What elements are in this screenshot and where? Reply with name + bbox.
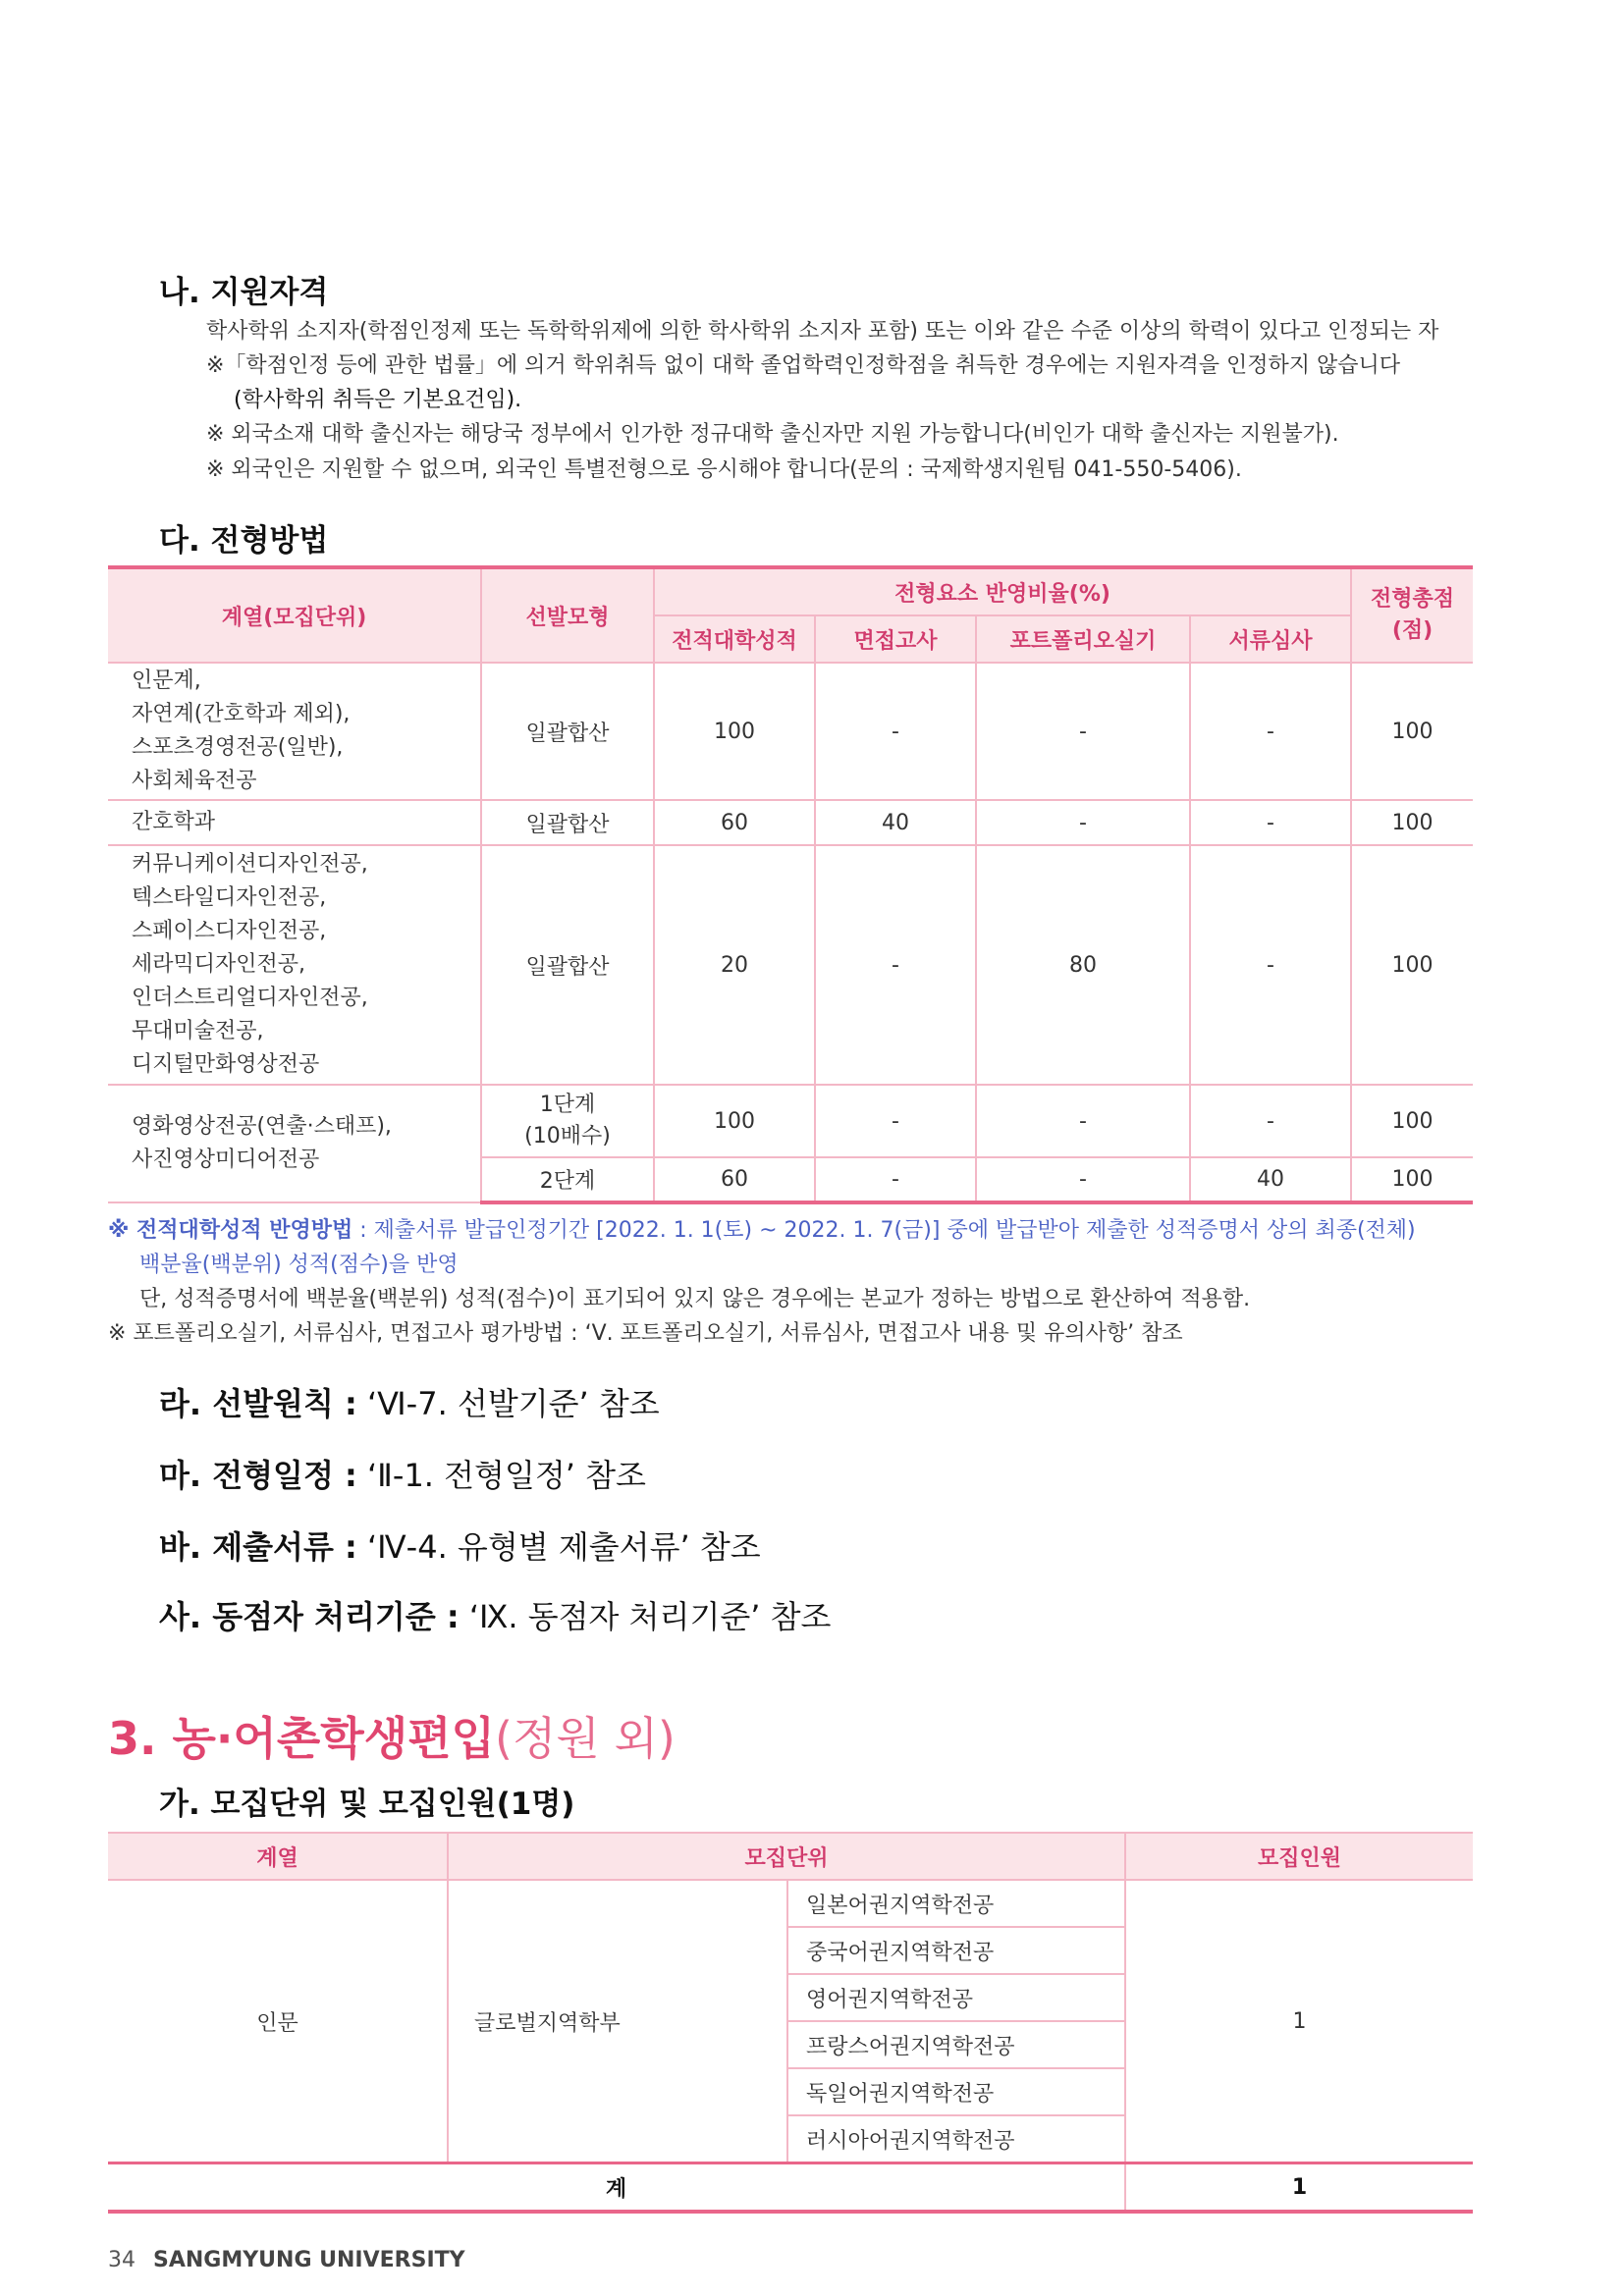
row-value: -	[976, 1157, 1190, 1202]
eligibility-note-2: ※ 외국소재 대학 출신자는 해당국 정부에서 인가한 정규대학 출신자만 지원 가능합니다(비인가 대학 출신자는 지원불가).	[206, 422, 1339, 447]
remark-grades-method-head: ※ 전적대학성적 반영방법	[108, 1218, 353, 1243]
section-title-eligibility: 나. 지원자격	[159, 275, 329, 310]
row-value: 40	[815, 800, 976, 845]
header-unit: 계열(모집단위)	[108, 567, 481, 663]
table-total-row	[108, 2163, 1473, 2213]
header-prev-grades: 전적대학성적	[654, 615, 815, 663]
table-row	[108, 1085, 1473, 1157]
remark-conversion: 단, 성적증명서에 백분율(백분위) 성적(점수)이 표기되어 있지 않은 경우에는 본교가 정하는 방법으로 환산하여 적용함.	[139, 1287, 1251, 1311]
ref-label: 라. 선발원칙 :	[159, 1385, 357, 1422]
ref-label: 마. 전형일정 :	[159, 1457, 357, 1494]
row-model: 일괄합산	[481, 845, 654, 1085]
row-value: 40	[1190, 1157, 1351, 1202]
row-model: 일괄합산	[481, 663, 654, 800]
ref-schedule	[159, 1451, 646, 1496]
ref-text: ‘Ⅸ. 동점자 처리기준’ 참조	[468, 1598, 832, 1635]
header-interview: 면접고사	[815, 615, 976, 663]
header-unit: 모집단위	[448, 1833, 1125, 1880]
row-unit: 커뮤니케이션디자인전공, 텍스타일디자인전공, 스페이스디자인전공, 세라믹디자인전공, 인더스트리얼디자인전공, 무대미술전공, 디지털만화영상전공	[108, 845, 481, 1085]
row-value: -	[976, 1085, 1190, 1157]
row-model: 2단계	[481, 1157, 654, 1202]
cell-field: 인문	[108, 1880, 448, 2163]
remark-grades-method	[108, 1213, 1416, 1248]
row-total: 100	[1351, 800, 1473, 845]
row-value: -	[815, 1085, 976, 1157]
row-value: -	[815, 1157, 976, 1202]
recruitment-table	[108, 1832, 1473, 2214]
table-row	[108, 663, 1473, 800]
row-value: -	[1190, 800, 1351, 845]
section-title-method: 다. 전형방법	[159, 523, 329, 559]
row-value: 80	[976, 845, 1190, 1085]
row-model: 1단계 (10배수)	[481, 1085, 654, 1157]
cell-dept: 글로벌지역학부	[448, 1880, 787, 2163]
ref-text: ‘Ⅵ-7. 선발기준’ 참조	[366, 1385, 660, 1422]
row-value: 100	[654, 1085, 815, 1157]
ref-selection-principle	[159, 1379, 660, 1424]
row-value: -	[815, 663, 976, 800]
cell-major: 영어권지역학전공	[787, 1974, 1125, 2021]
ref-documents	[159, 1522, 761, 1568]
remark-evaluation: ※ 포트폴리오실기, 서류심사, 면접고사 평가방법 : ‘Ⅴ. 포트폴리오실기, 서류심사, 면접고사 내용 및 유의사항’ 참조	[108, 1321, 1183, 1346]
row-unit: 인문계, 자연계(간호학과 제외), 스포츠경영전공(일반), 사회체육전공	[108, 663, 481, 800]
row-value: -	[1190, 845, 1351, 1085]
row-total: 100	[1351, 1157, 1473, 1202]
row-value: 60	[654, 800, 815, 845]
header-total: 전형총점 (점)	[1351, 567, 1473, 663]
ref-text: ‘Ⅳ-4. 유형별 제출서류’ 참조	[366, 1528, 761, 1566]
section-3-subtitle: 가. 모집단위 및 모집인원(1명)	[159, 1787, 575, 1822]
header-portfolio: 포트폴리오실기	[976, 615, 1190, 663]
remark-grades-method-cont: 백분율(백분위) 성적(점수)을 반영	[139, 1253, 459, 1277]
cell-major: 중국어권지역학전공	[787, 1927, 1125, 1974]
header-field: 계열	[108, 1833, 448, 1880]
row-value: -	[1190, 663, 1351, 800]
ref-label: 사. 동점자 처리기준 :	[159, 1598, 460, 1635]
header-count: 모집인원	[1125, 1833, 1473, 1880]
row-unit: 간호학과	[108, 800, 481, 845]
cell-major: 러시아어권지역학전공	[787, 2115, 1125, 2163]
ref-text: ‘Ⅱ-1. 전형일정’ 참조	[366, 1457, 646, 1494]
row-value: -	[1190, 1085, 1351, 1157]
cell-major: 일본어권지역학전공	[787, 1880, 1125, 1927]
row-unit: 영화영상전공(연출·스태프), 사진영상미디어전공	[108, 1085, 481, 1202]
page-footer	[108, 2248, 465, 2272]
row-value: 100	[654, 663, 815, 800]
row-total: 100	[1351, 663, 1473, 800]
row-model: 일괄합산	[481, 800, 654, 845]
cell-count: 1	[1125, 1880, 1473, 2163]
row-value: -	[976, 800, 1190, 845]
selection-method-table	[108, 565, 1473, 1204]
total-label: 계	[108, 2163, 1125, 2213]
total-value: 1	[1125, 2163, 1473, 2213]
eligibility-note-3: ※ 외국인은 지원할 수 없으며, 외국인 특별전형으로 응시해야 합니다(문의 : 국제학생지원팀 041-550-5406).	[206, 457, 1242, 482]
row-total: 100	[1351, 1085, 1473, 1157]
section-3-title-main: 3. 농·어촌학생편입	[108, 1712, 496, 1765]
row-value: -	[976, 663, 1190, 800]
row-value: 20	[654, 845, 815, 1085]
table-row	[108, 845, 1473, 1085]
row-value: 60	[654, 1157, 815, 1202]
header-documents: 서류심사	[1190, 615, 1351, 663]
cell-major: 프랑스어권지역학전공	[787, 2021, 1125, 2068]
eligibility-text: 학사학위 소지자(학점인정제 또는 독학학위제에 의한 학사학위 소지자 포함) 또는 이와 같은 수준 이상의 학력이 있다고 인정되는 자	[206, 319, 1439, 344]
table-row	[108, 800, 1473, 845]
row-total: 100	[1351, 845, 1473, 1085]
page-number: 34	[108, 2248, 135, 2272]
section-3-title-paren: (정원 외)	[495, 1712, 676, 1765]
ref-tie-breaker	[159, 1592, 831, 1637]
remark-grades-method-body: : 제출서류 발급인정기간 [2022. 1. 1(토) ~ 2022. 1. 7(금)] 중에 발급받아 제출한 성적증명서 상의 최종(전체)	[352, 1218, 1416, 1243]
university-name: SANGMYUNG UNIVERSITY	[153, 2248, 465, 2272]
eligibility-note-1: ※「학점인정 등에 관한 법률」에 의거 학위취득 없이 대학 졸업학력인정학점을 취득한 경우에는 지원자격을 인정하지 않습니다	[206, 353, 1400, 378]
header-ratio: 전형요소 반영비율(%)	[654, 567, 1351, 615]
eligibility-note-1-cont: (학사학위 취득은 기본요건임).	[234, 388, 522, 412]
ref-label: 바. 제출서류 :	[159, 1528, 357, 1566]
row-value: -	[815, 845, 976, 1085]
table-row	[108, 1880, 1473, 1927]
header-model: 선발모형	[481, 567, 654, 663]
cell-major: 독일어권지역학전공	[787, 2068, 1125, 2115]
section-3-title	[108, 1703, 676, 1768]
